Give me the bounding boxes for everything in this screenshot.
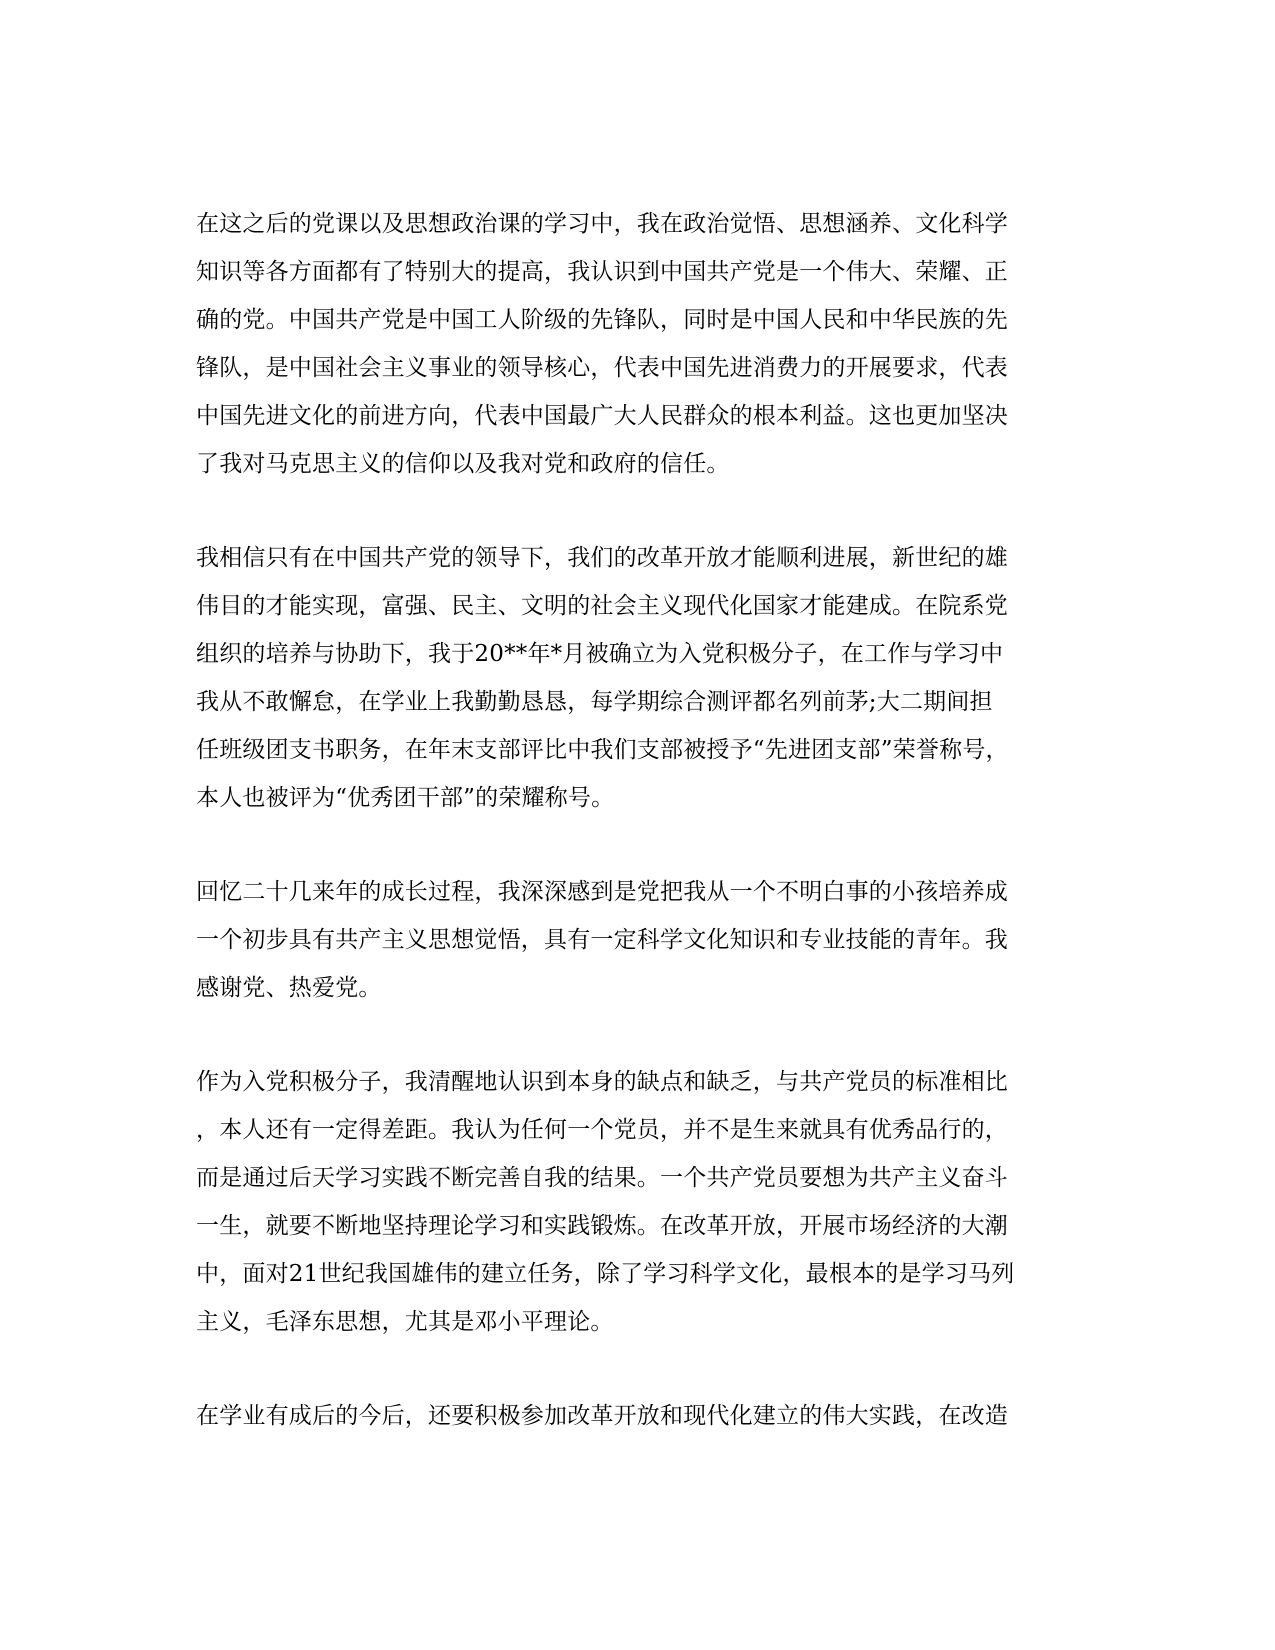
paragraph-4 <box>196 1058 1076 1346</box>
text-line: 一个初步具有共产主义思想觉悟，具有一定科学文化知识和专业技能的青年。我 <box>196 927 1008 953</box>
text-line: 而是通过后天学习实践不断完善自我的结果。一个共产党员要想为共产主义奋斗 <box>196 1165 1008 1191</box>
text-line: 知识等各方面都有了特别大的提高，我认识到中国共产党是一个伟大、荣耀、正 <box>196 259 1008 285</box>
text-line: 感谢党、热爱党。 <box>196 975 382 1001</box>
text-line: 在这之后的党课以及思想政治课的学习中，我在政治觉悟、思想涵养、文化科学 <box>196 211 1008 237</box>
text-line: 一生，就要不断地坚持理论学习和实践锻炼。在改革开放，开展市场经济的大潮 <box>196 1213 1008 1239</box>
text-line: 主义，毛泽东思想，尤其是邓小平理论。 <box>196 1309 614 1335</box>
text-line: 组织的培养与协助下，我于20**年*月被确立为入党积极分子，在工作与学习中 <box>196 641 1004 667</box>
text-line: 任班级团支书职务，在年末支部评比中我们支部被授予“先进团支部”荣誉称号， <box>196 737 1009 763</box>
paragraph-2 <box>196 534 1076 822</box>
text-line: 确的党。中国共产党是中国工人阶级的先锋队，同时是中国人民和中华民族的先 <box>196 307 1008 333</box>
text-line: 锋队，是中国社会主义事业的领导核心，代表中国先进消费力的开展要求，代表 <box>196 355 1008 381</box>
text-line: 回忆二十几来年的成长过程，我深深感到是党把我从一个不明白事的小孩培养成 <box>196 879 1008 905</box>
text-line: 我相信只有在中国共产党的领导下，我们的改革开放才能顺利进展，新世纪的雄 <box>196 545 1008 571</box>
text-line: 中国先进文化的前进方向，代表中国最广大人民群众的根本利益。这也更加坚决 <box>196 403 1008 429</box>
text-line: 了我对马克思主义的信仰以及我对党和政府的信任。 <box>196 451 730 477</box>
text-line: ，本人还有一定得差距。我认为任何一个党员，并不是生来就具有优秀品行的， <box>196 1117 1008 1143</box>
text-line: 伟目的才能实现，富强、民主、文明的社会主义现代化国家才能建成。在院系党 <box>196 593 1008 619</box>
paragraph-5 <box>196 1392 1076 1440</box>
text-line: 作为入党积极分子，我清醒地认识到本身的缺点和缺乏，与共产党员的标准相比 <box>196 1069 1008 1095</box>
text-line: 在学业有成后的今后，还要积极参加改革开放和现代化建立的伟大实践，在改造 <box>196 1403 1008 1429</box>
text-line: 我从不敢懈怠，在学业上我勤勤恳恳，每学期综合测评都名列前茅;大二期间担 <box>196 689 993 715</box>
paragraph-3 <box>196 868 1076 1012</box>
text-line: 中，面对21世纪我国雄伟的建立任务，除了学习科学文化，最根本的是学习马列 <box>196 1261 1015 1287</box>
paragraph-1 <box>196 200 1076 488</box>
text-line: 本人也被评为“优秀团干部”的荣耀称号。 <box>196 785 615 811</box>
document-body <box>196 200 1076 1486</box>
